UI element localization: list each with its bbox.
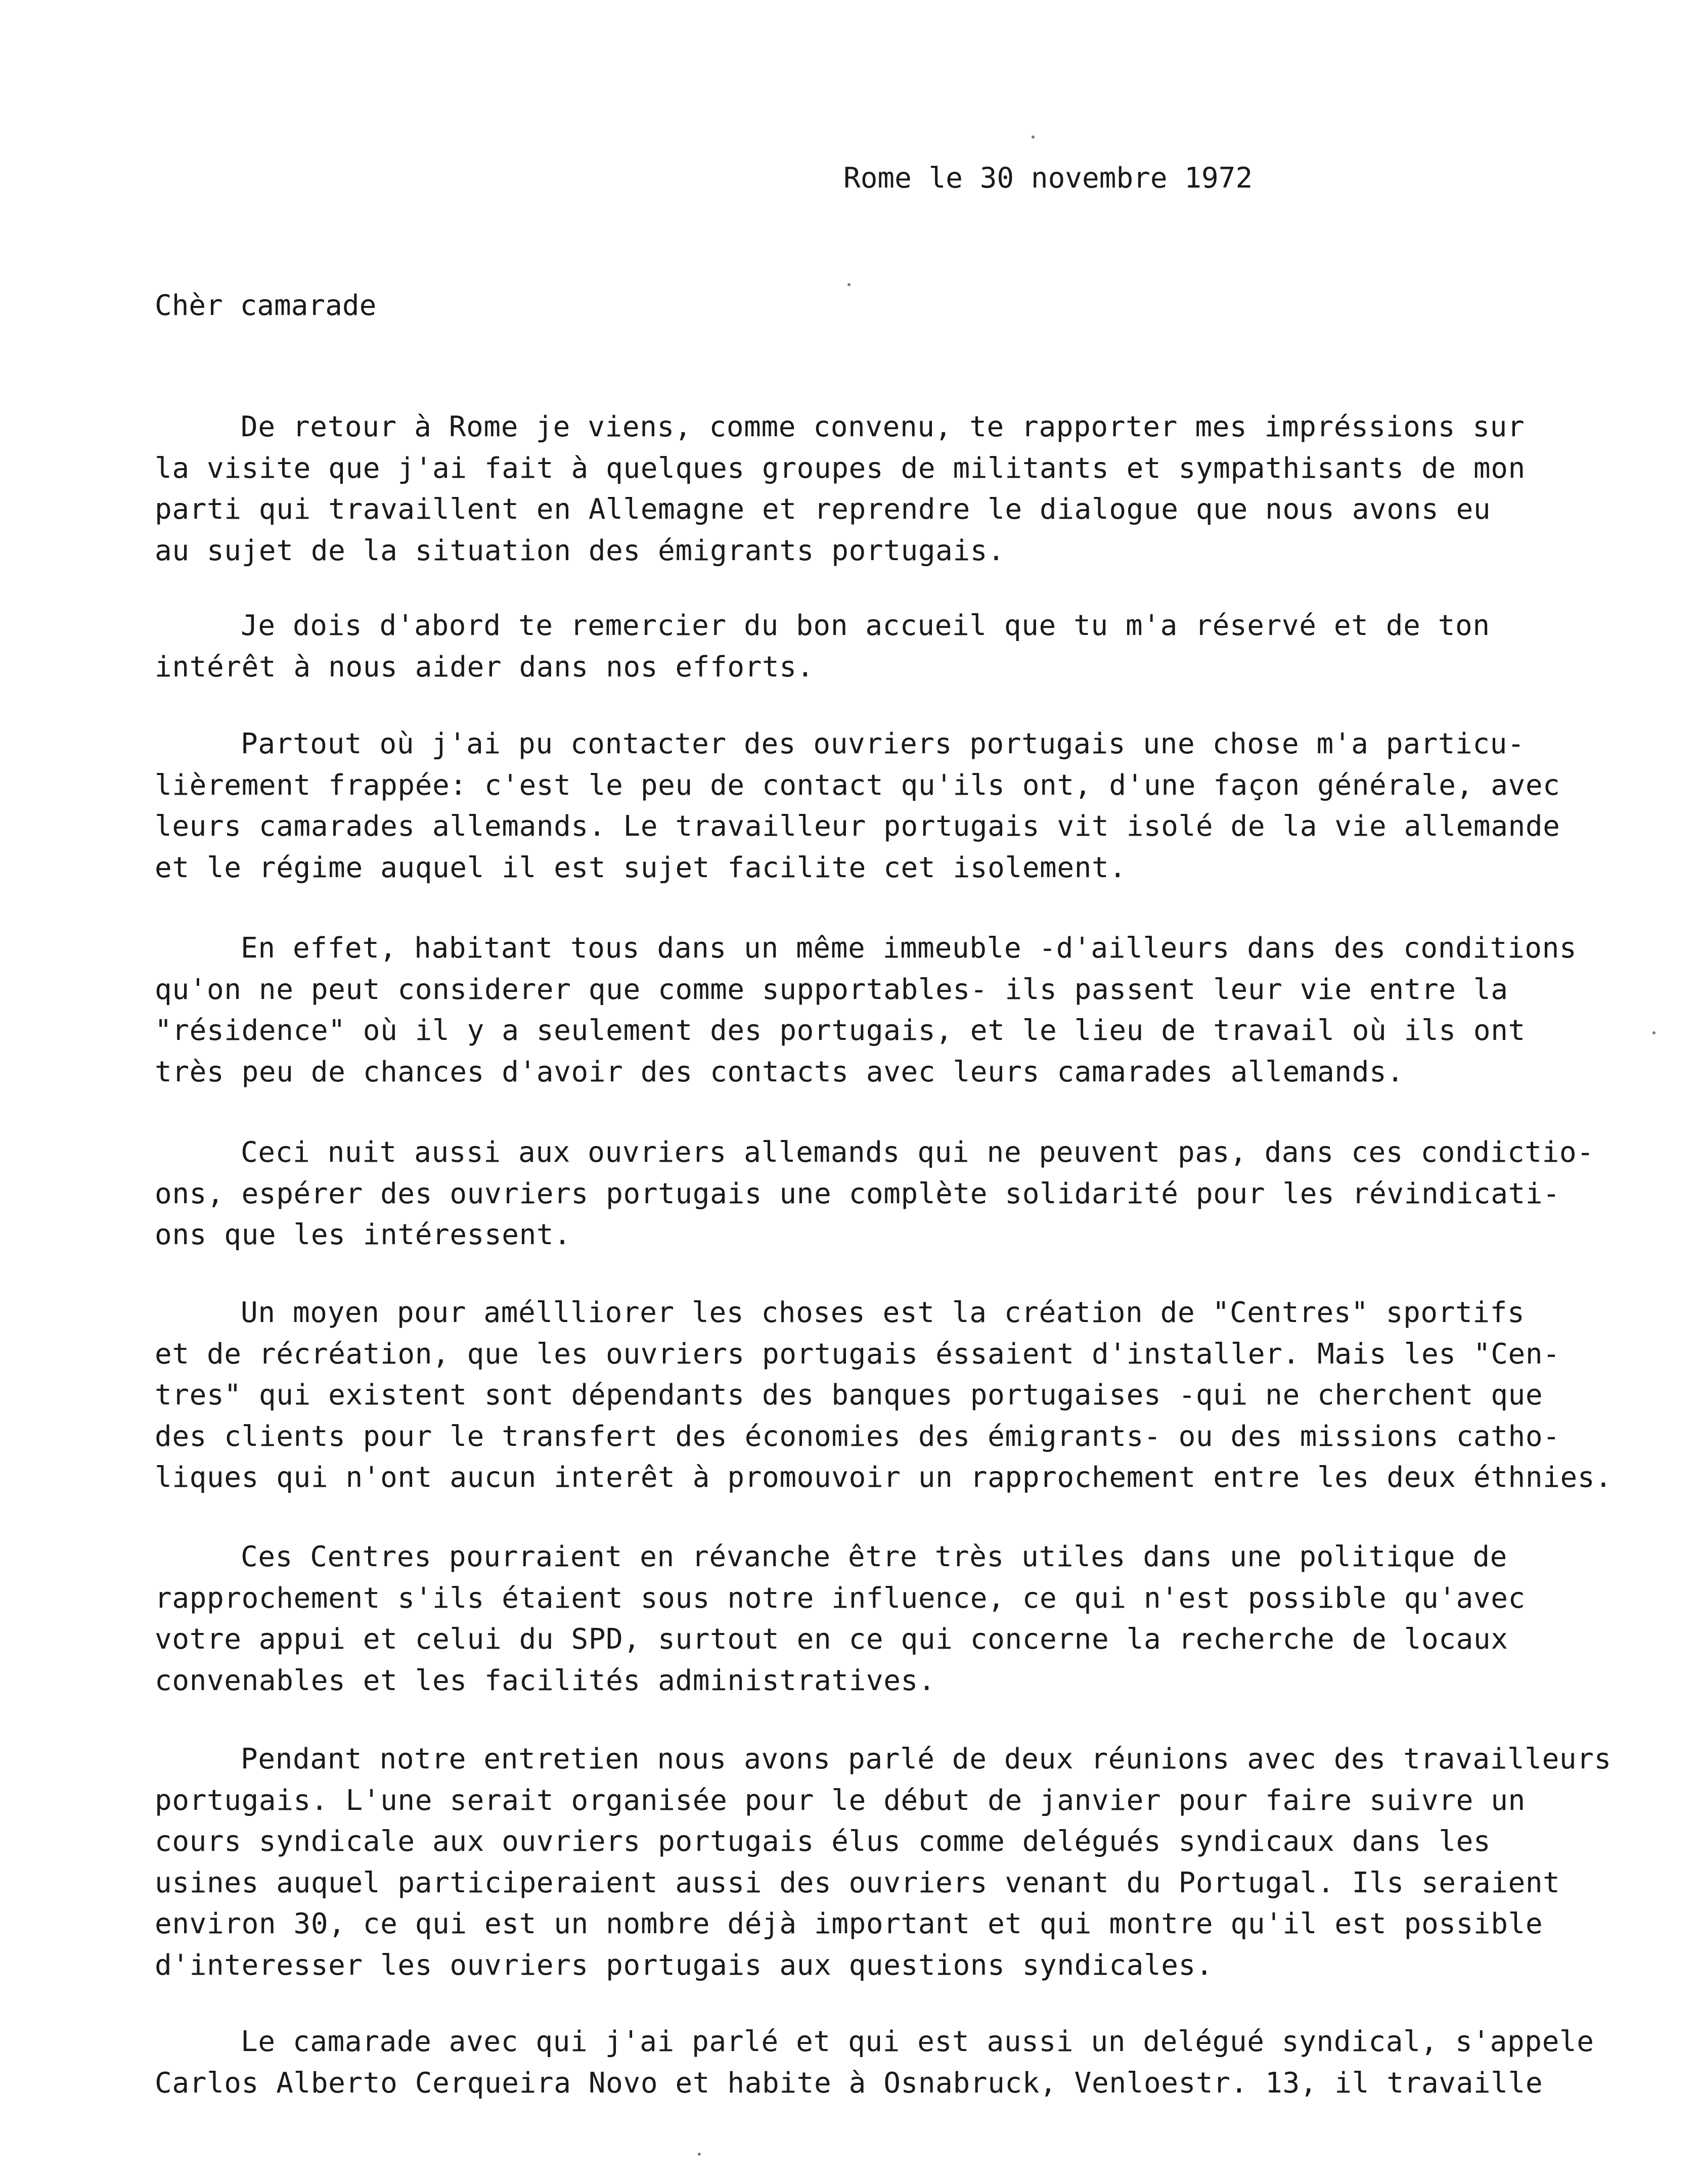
text-line: usines auquel participeraient aussi des ouvriers venant du Portugal. Ils seraient: [155, 1866, 1560, 1899]
text-line: parti qui travaillent en Allemagne et reprendre le dialogue que nous avons eu: [155, 493, 1491, 526]
paragraph-4: [155, 928, 1651, 1093]
salutation: Chèr camarade: [155, 289, 377, 322]
scan-speck: [1652, 1031, 1656, 1034]
text-line: cours syndicale aux ouvriers portugais élus comme delégués syndicaux dans les: [155, 1825, 1491, 1858]
text-line: Le camarade avec qui j'ai parlé et qui est aussi un delégué syndical, s'appele: [241, 2025, 1594, 2058]
paragraph-1: [155, 406, 1651, 571]
text-line: très peu de chances d'avoir des contacts avec leurs camarades allemands.: [155, 1055, 1404, 1088]
scan-speck: [1032, 135, 1035, 139]
text-line: En effet, habitant tous dans un même immeuble -d'ailleurs dans des conditions: [241, 932, 1577, 965]
paragraph-5: [155, 1132, 1651, 1256]
paragraph-7: [155, 1536, 1651, 1701]
text-line: Partout où j'ai pu contacter des ouvriers portugais une chose m'a particu-: [241, 727, 1525, 760]
paragraph-3: [155, 723, 1651, 888]
text-line: la visite que j'ai fait à quelques groupes de militants et sympathisants de mon: [155, 451, 1526, 485]
text-line: portugais. L'une serait organisée pour le début de janvier pour faire suivre un: [155, 1784, 1526, 1817]
text-line: tres" qui existent sont dépendants des banques portugaises -qui ne cherchent que: [155, 1379, 1543, 1412]
text-line: au sujet de la situation des émigrants portugais.: [155, 534, 1005, 567]
text-line: Un moyen pour améllliorer les choses est la création de "Centres" sportifs: [241, 1296, 1525, 1329]
paragraph-9: [155, 2021, 1651, 2104]
text-line: De retour à Rome je viens, comme convenu, te rapporter mes impréssions sur: [241, 411, 1525, 443]
text-line: votre appui et celui du SPD, surtout en ce qui concerne la recherche de locaux: [155, 1623, 1508, 1656]
text-line: environ 30, ce qui est un nombre déjà important et qui montre qu'il est possible: [155, 1907, 1543, 1941]
text-line: des clients pour le transfert des économies des émigrants- ou des missions catho-: [155, 1420, 1560, 1453]
text-line: intérêt à nous aider dans nos efforts.: [155, 650, 814, 684]
paragraph-6: [155, 1292, 1651, 1498]
text-line: ons que les intéressent.: [155, 1218, 571, 1252]
text-line: Carlos Alberto Cerqueira Novo et habite à Osnabruck, Venloestr. 13, il travaille: [155, 2066, 1543, 2100]
scan-speck: [698, 2153, 701, 2156]
text-line: ons, espérer des ouvriers portugais une complète solidarité pour les révindicati-: [155, 1177, 1560, 1210]
paragraph-2: [155, 605, 1651, 688]
text-line: Pendant notre entretien nous avons parlé de deux réunions avec des travailleurs: [241, 1743, 1612, 1776]
letter-date: Rome le 30 novembre 1972: [843, 162, 1253, 195]
paragraph-8: [155, 1739, 1651, 1986]
scan-speck: [847, 283, 851, 286]
text-line: Ceci nuit aussi aux ouvriers allemands qui ne peuvent pas, dans ces condictio-: [241, 1136, 1594, 1169]
text-line: liques qui n'ont aucun interêt à promouvoir un rapprochement entre les deux éthnies.: [155, 1461, 1613, 1494]
text-line: Je dois d'abord te remercier du bon accueil que tu m'a réservé et de ton: [241, 609, 1490, 642]
text-line: d'interesser les ouvriers portugais aux questions syndicales.: [155, 1948, 1214, 1982]
text-line: rapprochement s'ils étaient sous notre influence, ce qui n'est possible qu'avec: [155, 1581, 1526, 1615]
text-line: leurs camarades allemands. Le travailleur portugais vit isolé de la vie allemande: [155, 810, 1560, 843]
text-line: lièrement frappée: c'est le peu de contact qu'ils ont, d'une façon générale, avec: [155, 768, 1560, 802]
text-line: Ces Centres pourraient en révanche être très utiles dans une politique de: [241, 1540, 1507, 1573]
text-line: et de récréation, que les ouvriers portugais éssaient d'installer. Mais les "Cen-: [155, 1337, 1560, 1371]
text-line: et le régime auquel il est sujet facilite cet isolement.: [155, 851, 1127, 884]
text-line: convenables et les facilités administratives.: [155, 1664, 936, 1697]
text-line: "résidence" où il y a seulement des portugais, et le lieu de travail où ils ont: [155, 1014, 1526, 1048]
text-line: qu'on ne peut considerer que comme supportables- ils passent leur vie entre la: [155, 973, 1508, 1006]
